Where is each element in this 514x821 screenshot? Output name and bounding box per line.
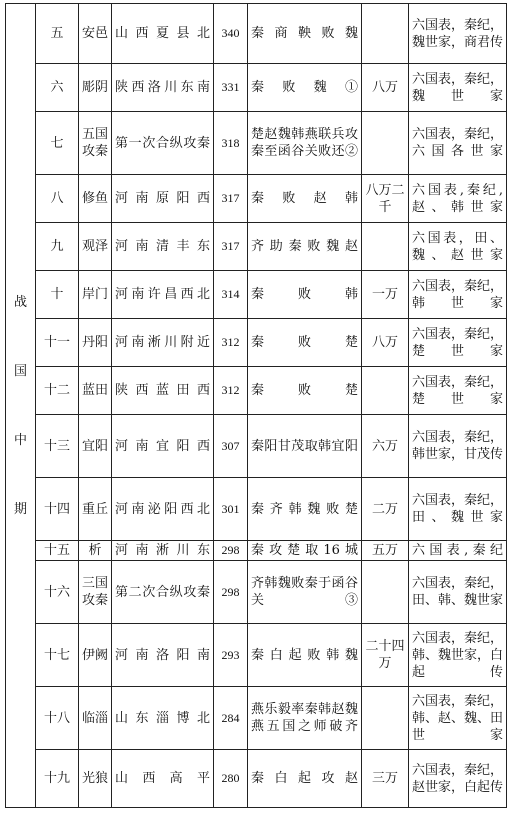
place-name-cell: 析 xyxy=(79,541,112,561)
seq-cell: 十九 xyxy=(36,750,79,808)
table-row xyxy=(6,4,507,64)
troops-cell: 八万 xyxy=(362,319,409,367)
year-cell: 317 xyxy=(214,223,248,271)
troops-cell: 一万 xyxy=(362,271,409,319)
place-name-cell: 彫阴 xyxy=(79,64,112,112)
period-char: 战 xyxy=(13,294,27,310)
table-row xyxy=(6,478,507,541)
troops-cell: 二十四万 xyxy=(362,624,409,687)
source-cell: 六国表，秦纪，田、韩、魏世家 xyxy=(409,561,507,624)
year-cell: 312 xyxy=(214,319,248,367)
source-cell: 六国表，秦纪，韩、赵、魏、田世家 xyxy=(409,687,507,750)
year-cell: 312 xyxy=(214,367,248,415)
period-char: 期 xyxy=(13,501,27,517)
place-name-cell: 光狼 xyxy=(79,750,112,808)
location-cell: 河南泌阳西北 xyxy=(112,478,214,541)
source-cell: 六国表，秦纪，韩世家，甘茂传 xyxy=(409,415,507,478)
table-row xyxy=(6,367,507,415)
location-cell: 河南洛阳南 xyxy=(112,624,214,687)
place-name-cell: 重丘 xyxy=(79,478,112,541)
event-cell: 齐助秦败魏赵 xyxy=(248,223,362,271)
location-cell: 第一次合纵攻秦 xyxy=(112,112,214,175)
troops-cell: 八万二千 xyxy=(362,175,409,223)
troops-cell xyxy=(362,367,409,415)
location-cell: 河南原阳西 xyxy=(112,175,214,223)
table-row xyxy=(6,175,507,223)
source-cell: 六国表,秦纪 xyxy=(409,541,507,561)
place-name-cell: 蓝田 xyxy=(79,367,112,415)
troops-cell xyxy=(362,223,409,271)
source-cell: 六国表，秦纪，韩世家 xyxy=(409,271,507,319)
seq-cell: 七 xyxy=(36,112,79,175)
location-cell: 河南宜阳西 xyxy=(112,415,214,478)
place-name-cell: 临淄 xyxy=(79,687,112,750)
source-cell: 六国表，秦纪，田、魏世家 xyxy=(409,478,507,541)
year-cell: 284 xyxy=(214,687,248,750)
table-row xyxy=(6,271,507,319)
event-cell: 秦齐韩魏败楚 xyxy=(248,478,362,541)
location-cell: 陕西蓝田西 xyxy=(112,367,214,415)
source-cell: 六国表，秦纪，赵世家，白起传 xyxy=(409,750,507,808)
table-row xyxy=(6,223,507,271)
table-row xyxy=(6,687,507,750)
year-cell: 307 xyxy=(214,415,248,478)
seq-cell: 五 xyxy=(36,4,79,64)
year-cell: 331 xyxy=(214,64,248,112)
troops-cell xyxy=(362,687,409,750)
troops-cell xyxy=(362,112,409,175)
place-name-cell: 安邑 xyxy=(79,4,112,64)
location-cell: 第二次合纵攻秦 xyxy=(112,561,214,624)
event-cell: 秦攻楚取16城 xyxy=(248,541,362,561)
event-cell: 秦白起败韩魏 xyxy=(248,624,362,687)
year-cell: 301 xyxy=(214,478,248,541)
troops-cell: 五万 xyxy=(362,541,409,561)
place-name-cell: 三国攻秦 xyxy=(79,561,112,624)
table-row xyxy=(6,64,507,112)
troops-cell: 六万 xyxy=(362,415,409,478)
source-cell: 六国表，秦纪，韩、魏世家，白起传 xyxy=(409,624,507,687)
source-cell: 六国表，秦纪，楚世家 xyxy=(409,319,507,367)
location-cell: 河南淅川东 xyxy=(112,541,214,561)
source-cell: 六国表，秦纪，魏世家，商君传 xyxy=(409,4,507,64)
event-cell: 齐韩魏败秦于函谷关③ xyxy=(248,561,362,624)
source-cell: 六国表，秦纪，楚世家 xyxy=(409,367,507,415)
year-cell: 298 xyxy=(214,561,248,624)
seq-cell: 十七 xyxy=(36,624,79,687)
event-cell: 秦白起攻赵 xyxy=(248,750,362,808)
seq-cell: 十二 xyxy=(36,367,79,415)
troops-cell xyxy=(362,561,409,624)
period-cell xyxy=(6,4,36,808)
table-row xyxy=(6,541,507,561)
seq-cell: 十四 xyxy=(36,478,79,541)
seq-cell: 八 xyxy=(36,175,79,223)
place-name-cell: 岸门 xyxy=(79,271,112,319)
location-cell: 河南清丰东 xyxy=(112,223,214,271)
year-cell: 340 xyxy=(214,4,248,64)
year-cell: 317 xyxy=(214,175,248,223)
troops-cell: 八万 xyxy=(362,64,409,112)
battle-table xyxy=(5,3,507,808)
event-cell: 楚赵魏韩燕联兵攻秦至函谷关败还② xyxy=(248,112,362,175)
year-cell: 314 xyxy=(214,271,248,319)
source-cell: 六国表，秦纪，六国各世家 xyxy=(409,112,507,175)
battle-table-body xyxy=(6,4,507,808)
seq-cell: 十 xyxy=(36,271,79,319)
troops-cell: 二万 xyxy=(362,478,409,541)
seq-cell: 十六 xyxy=(36,561,79,624)
source-cell: 六国表,秦纪,赵、韩世家 xyxy=(409,175,507,223)
table-row xyxy=(6,750,507,808)
place-name-cell: 伊阙 xyxy=(79,624,112,687)
source-cell: 六国表，秦纪，魏世家 xyxy=(409,64,507,112)
year-cell: 293 xyxy=(214,624,248,687)
year-cell: 280 xyxy=(214,750,248,808)
troops-cell xyxy=(362,4,409,64)
location-cell: 山东淄博北 xyxy=(112,687,214,750)
event-cell: 秦败楚 xyxy=(248,319,362,367)
location-cell: 河南淅川附近 xyxy=(112,319,214,367)
seq-cell: 十八 xyxy=(36,687,79,750)
location-cell: 山西夏县北 xyxy=(112,4,214,64)
place-name-cell: 观泽 xyxy=(79,223,112,271)
event-cell: 燕乐毅率秦韩赵魏燕五国之师破齐 xyxy=(248,687,362,750)
troops-cell: 三万 xyxy=(362,750,409,808)
table-row xyxy=(6,319,507,367)
event-cell: 秦败楚 xyxy=(248,367,362,415)
table-row xyxy=(6,624,507,687)
event-cell: 秦阳甘茂取韩宜阳 xyxy=(248,415,362,478)
seq-cell: 九 xyxy=(36,223,79,271)
location-cell: 陕西洛川东南 xyxy=(112,64,214,112)
seq-cell: 十三 xyxy=(36,415,79,478)
seq-cell: 十一 xyxy=(36,319,79,367)
place-name-cell: 宜阳 xyxy=(79,415,112,478)
year-cell: 298 xyxy=(214,541,248,561)
event-cell: 秦败赵韩 xyxy=(248,175,362,223)
location-cell: 河南许昌西北 xyxy=(112,271,214,319)
period-char: 国 xyxy=(13,363,27,379)
event-cell: 秦商鞅败魏 xyxy=(248,4,362,64)
source-cell: 六国表，田、魏、赵世家 xyxy=(409,223,507,271)
place-name-cell: 丹阳 xyxy=(79,319,112,367)
period-char: 中 xyxy=(13,432,27,448)
year-cell: 318 xyxy=(214,112,248,175)
location-cell: 山西高平 xyxy=(112,750,214,808)
event-cell: 秦败韩 xyxy=(248,271,362,319)
table-row xyxy=(6,415,507,478)
place-name-cell: 五国攻秦 xyxy=(79,112,112,175)
event-cell: 秦败魏① xyxy=(248,64,362,112)
place-name-cell: 修鱼 xyxy=(79,175,112,223)
table-row xyxy=(6,561,507,624)
seq-cell: 十五 xyxy=(36,541,79,561)
table-row xyxy=(6,112,507,175)
seq-cell: 六 xyxy=(36,64,79,112)
